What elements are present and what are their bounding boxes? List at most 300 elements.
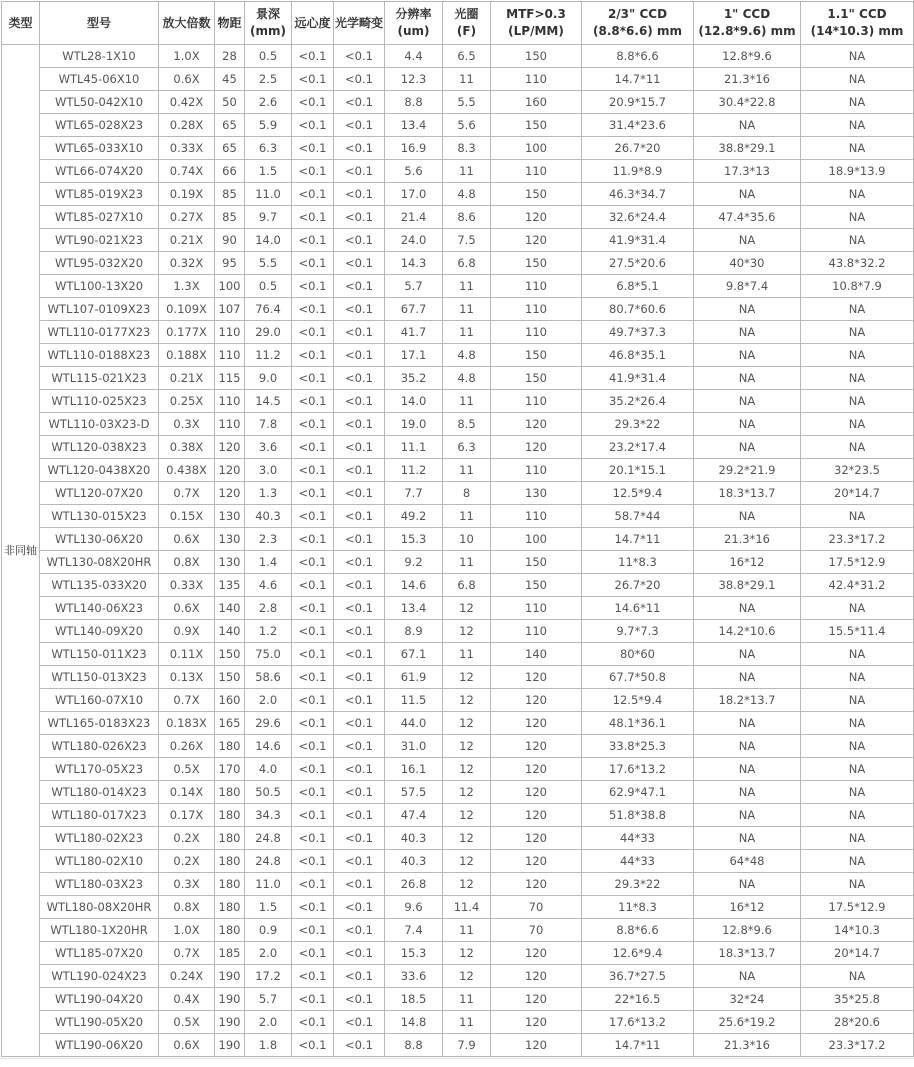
cell-ccd-1-1: 43.8*32.2 — [801, 252, 914, 275]
cell-model: WTL110-025X23 — [40, 390, 159, 413]
cell-depth-of-field: 2.6 — [245, 91, 292, 114]
cell-ccd-2-3: 32.6*24.4 — [582, 206, 694, 229]
cell-model: WTL150-011X23 — [40, 643, 159, 666]
cell-magnification: 0.9X — [159, 620, 215, 643]
table-row — [2, 873, 914, 896]
cell-aperture: 12 — [443, 620, 491, 643]
header-magnification: 放大倍数 — [159, 2, 215, 45]
cell-ccd-1: 25.6*19.2 — [694, 1011, 801, 1034]
cell-object-distance: 190 — [215, 988, 245, 1011]
cell-aperture: 11 — [443, 505, 491, 528]
cell-model: WTL170-05X23 — [40, 758, 159, 781]
cell-depth-of-field: 3.0 — [245, 459, 292, 482]
cell-aperture: 11 — [443, 551, 491, 574]
cell-resolution: 8.8 — [385, 1034, 443, 1057]
cell-magnification: 0.2X — [159, 827, 215, 850]
cell-optical-distortion: <0.1 — [334, 45, 385, 68]
cell-depth-of-field: 14.0 — [245, 229, 292, 252]
cell-model: WTL190-04X20 — [40, 988, 159, 1011]
cell-telecentricity: <0.1 — [292, 620, 334, 643]
cell-model: WTL120-07X20 — [40, 482, 159, 505]
cell-resolution: 13.4 — [385, 114, 443, 137]
cell-model: WTL180-02X10 — [40, 850, 159, 873]
cell-ccd-1-1: 14*10.3 — [801, 919, 914, 942]
cell-magnification: 0.2X — [159, 850, 215, 873]
cell-ccd-2-3: 44*33 — [582, 827, 694, 850]
cell-ccd-2-3: 20.9*15.7 — [582, 91, 694, 114]
cell-object-distance: 190 — [215, 1034, 245, 1057]
cell-telecentricity: <0.1 — [292, 873, 334, 896]
cell-model: WTL110-0177X23 — [40, 321, 159, 344]
cell-ccd-1-1: 18.9*13.9 — [801, 160, 914, 183]
cell-optical-distortion: <0.1 — [334, 1011, 385, 1034]
cell-magnification: 0.7X — [159, 482, 215, 505]
table-row — [2, 528, 914, 551]
cell-resolution: 40.3 — [385, 850, 443, 873]
cell-model: WTL190-024X23 — [40, 965, 159, 988]
cell-telecentricity: <0.1 — [292, 390, 334, 413]
cell-object-distance: 180 — [215, 873, 245, 896]
cell-resolution: 35.2 — [385, 367, 443, 390]
cell-object-distance: 150 — [215, 643, 245, 666]
cell-magnification: 0.21X — [159, 367, 215, 390]
table-row — [2, 482, 914, 505]
cell-depth-of-field: 2.0 — [245, 689, 292, 712]
cell-optical-distortion: <0.1 — [334, 1034, 385, 1057]
cell-ccd-1: 16*12 — [694, 551, 801, 574]
cell-aperture: 8.6 — [443, 206, 491, 229]
cell-ccd-2-3: 44*33 — [582, 850, 694, 873]
header-ccd-1-1: 1.1" CCD (14*10.3) mm — [801, 2, 914, 45]
cell-model: WTL90-021X23 — [40, 229, 159, 252]
cell-ccd-2-3: 27.5*20.6 — [582, 252, 694, 275]
header-resolution: 分辨率 (um) — [385, 2, 443, 45]
cell-depth-of-field: 4.6 — [245, 574, 292, 597]
cell-model: WTL65-033X10 — [40, 137, 159, 160]
cell-depth-of-field: 3.6 — [245, 436, 292, 459]
cell-ccd-2-3: 8.8*6.6 — [582, 919, 694, 942]
cell-mtf: 150 — [491, 45, 582, 68]
cell-aperture: 11 — [443, 160, 491, 183]
table-row — [2, 551, 914, 574]
cell-model: WTL140-06X23 — [40, 597, 159, 620]
cell-ccd-2-3: 51.8*38.8 — [582, 804, 694, 827]
cell-ccd-1-1: 15.5*11.4 — [801, 620, 914, 643]
cell-optical-distortion: <0.1 — [334, 758, 385, 781]
cell-optical-distortion: <0.1 — [334, 666, 385, 689]
cell-ccd-1-1: NA — [801, 505, 914, 528]
cell-depth-of-field: 5.7 — [245, 988, 292, 1011]
cell-telecentricity: <0.1 — [292, 160, 334, 183]
cell-optical-distortion: <0.1 — [334, 183, 385, 206]
cell-magnification: 0.8X — [159, 551, 215, 574]
cell-model: WTL180-1X20HR — [40, 919, 159, 942]
cell-resolution: 12.3 — [385, 68, 443, 91]
cell-ccd-1-1: NA — [801, 597, 914, 620]
cell-magnification: 0.3X — [159, 873, 215, 896]
cell-optical-distortion: <0.1 — [334, 68, 385, 91]
cell-mtf: 110 — [491, 505, 582, 528]
cell-resolution: 9.2 — [385, 551, 443, 574]
cell-object-distance: 65 — [215, 137, 245, 160]
table-row — [2, 758, 914, 781]
cell-object-distance: 180 — [215, 781, 245, 804]
cell-resolution: 19.0 — [385, 413, 443, 436]
cell-object-distance: 190 — [215, 1011, 245, 1034]
cell-model: WTL140-09X20 — [40, 620, 159, 643]
cell-ccd-1-1: 20*14.7 — [801, 942, 914, 965]
cell-ccd-2-3: 23.2*17.4 — [582, 436, 694, 459]
cell-object-distance: 107 — [215, 298, 245, 321]
cell-depth-of-field: 11.0 — [245, 183, 292, 206]
cell-aperture: 11 — [443, 390, 491, 413]
cell-magnification: 0.6X — [159, 528, 215, 551]
cell-mtf: 120 — [491, 758, 582, 781]
cell-depth-of-field: 1.2 — [245, 620, 292, 643]
cell-aperture: 6.5 — [443, 45, 491, 68]
cell-mtf: 120 — [491, 666, 582, 689]
cell-resolution: 14.8 — [385, 1011, 443, 1034]
cell-depth-of-field: 0.5 — [245, 45, 292, 68]
cell-depth-of-field: 9.0 — [245, 367, 292, 390]
cell-aperture: 11 — [443, 321, 491, 344]
cell-ccd-1-1: NA — [801, 183, 914, 206]
table-row — [2, 206, 914, 229]
cell-depth-of-field: 5.9 — [245, 114, 292, 137]
cell-model: WTL185-07X20 — [40, 942, 159, 965]
cell-mtf: 110 — [491, 68, 582, 91]
cell-resolution: 17.1 — [385, 344, 443, 367]
cell-ccd-2-3: 20.1*15.1 — [582, 459, 694, 482]
cell-optical-distortion: <0.1 — [334, 252, 385, 275]
cell-telecentricity: <0.1 — [292, 367, 334, 390]
cell-mtf: 120 — [491, 1011, 582, 1034]
cell-object-distance: 170 — [215, 758, 245, 781]
cell-resolution: 5.6 — [385, 160, 443, 183]
cell-optical-distortion: <0.1 — [334, 229, 385, 252]
cell-mtf: 120 — [491, 850, 582, 873]
cell-mtf: 110 — [491, 275, 582, 298]
cell-aperture: 11 — [443, 988, 491, 1011]
cell-aperture: 6.3 — [443, 436, 491, 459]
table-row — [2, 712, 914, 735]
cell-model: WTL180-017X23 — [40, 804, 159, 827]
cell-magnification: 0.4X — [159, 988, 215, 1011]
cell-resolution: 24.0 — [385, 229, 443, 252]
cell-telecentricity: <0.1 — [292, 137, 334, 160]
cell-depth-of-field: 58.6 — [245, 666, 292, 689]
cell-depth-of-field: 29.0 — [245, 321, 292, 344]
header-telecentricity: 远心度 — [292, 2, 334, 45]
cell-optical-distortion: <0.1 — [334, 206, 385, 229]
cell-magnification: 0.38X — [159, 436, 215, 459]
cell-mtf: 120 — [491, 735, 582, 758]
cell-depth-of-field: 24.8 — [245, 827, 292, 850]
cell-magnification: 0.6X — [159, 68, 215, 91]
cell-ccd-2-3: 46.3*34.7 — [582, 183, 694, 206]
cell-model: WTL120-0438X20 — [40, 459, 159, 482]
cell-magnification: 0.27X — [159, 206, 215, 229]
cell-magnification: 0.438X — [159, 459, 215, 482]
table-row — [2, 413, 914, 436]
header-ccd-2-3: 2/3" CCD (8.8*6.6) mm — [582, 2, 694, 45]
cell-ccd-1-1: NA — [801, 413, 914, 436]
cell-telecentricity: <0.1 — [292, 275, 334, 298]
header-type: 类型 — [2, 2, 40, 45]
cell-aperture: 7.9 — [443, 1034, 491, 1057]
cell-ccd-1-1: NA — [801, 114, 914, 137]
cell-mtf: 120 — [491, 689, 582, 712]
cell-optical-distortion: <0.1 — [334, 735, 385, 758]
cell-ccd-1-1: NA — [801, 390, 914, 413]
cell-telecentricity: <0.1 — [292, 344, 334, 367]
cell-object-distance: 115 — [215, 367, 245, 390]
cell-ccd-1-1: NA — [801, 229, 914, 252]
cell-model: WTL120-038X23 — [40, 436, 159, 459]
cell-ccd-1: NA — [694, 114, 801, 137]
table-row — [2, 160, 914, 183]
header-ccd-1: 1" CCD (12.8*9.6) mm — [694, 2, 801, 45]
table-row — [2, 229, 914, 252]
table-row — [2, 896, 914, 919]
table-row — [2, 827, 914, 850]
cell-ccd-2-3: 11*8.3 — [582, 896, 694, 919]
cell-resolution: 41.7 — [385, 321, 443, 344]
cell-resolution: 8.8 — [385, 91, 443, 114]
cell-ccd-1: NA — [694, 666, 801, 689]
cell-object-distance: 180 — [215, 850, 245, 873]
cell-ccd-2-3: 12.6*9.4 — [582, 942, 694, 965]
cell-ccd-1: NA — [694, 183, 801, 206]
cell-aperture: 12 — [443, 804, 491, 827]
cell-depth-of-field: 24.8 — [245, 850, 292, 873]
cell-telecentricity: <0.1 — [292, 689, 334, 712]
cell-ccd-1: NA — [694, 367, 801, 390]
cell-resolution: 15.3 — [385, 528, 443, 551]
cell-telecentricity: <0.1 — [292, 45, 334, 68]
cell-depth-of-field: 0.9 — [245, 919, 292, 942]
cell-aperture: 12 — [443, 827, 491, 850]
cell-resolution: 31.0 — [385, 735, 443, 758]
cell-telecentricity: <0.1 — [292, 1011, 334, 1034]
cell-ccd-1-1: NA — [801, 735, 914, 758]
table-row — [2, 850, 914, 873]
cell-aperture: 4.8 — [443, 367, 491, 390]
cell-telecentricity: <0.1 — [292, 643, 334, 666]
cell-aperture: 8.5 — [443, 413, 491, 436]
cell-magnification: 0.21X — [159, 229, 215, 252]
cell-mtf: 100 — [491, 137, 582, 160]
cell-model: WTL107-0109X23 — [40, 298, 159, 321]
cell-mtf: 120 — [491, 781, 582, 804]
table-row — [2, 689, 914, 712]
cell-mtf: 70 — [491, 919, 582, 942]
table-row — [2, 597, 914, 620]
header-optical-distortion: 光学畸变 — [334, 2, 385, 45]
cell-aperture: 12 — [443, 735, 491, 758]
cell-telecentricity: <0.1 — [292, 988, 334, 1011]
cell-depth-of-field: 29.6 — [245, 712, 292, 735]
cell-aperture: 8.3 — [443, 137, 491, 160]
cell-ccd-2-3: 80.7*60.6 — [582, 298, 694, 321]
cell-magnification: 0.109X — [159, 298, 215, 321]
cell-depth-of-field: 40.3 — [245, 505, 292, 528]
cell-ccd-1: NA — [694, 436, 801, 459]
cell-mtf: 150 — [491, 114, 582, 137]
cell-ccd-2-3: 14.7*11 — [582, 1034, 694, 1057]
cell-ccd-2-3: 11.9*8.9 — [582, 160, 694, 183]
cell-ccd-2-3: 22*16.5 — [582, 988, 694, 1011]
cell-aperture: 12 — [443, 873, 491, 896]
cell-magnification: 0.15X — [159, 505, 215, 528]
cell-ccd-1: NA — [694, 735, 801, 758]
header-mtf: MTF>0.3 (LP/MM) — [491, 2, 582, 45]
cell-ccd-2-3: 29.3*22 — [582, 413, 694, 436]
cell-resolution: 16.9 — [385, 137, 443, 160]
cell-aperture: 12 — [443, 942, 491, 965]
cell-ccd-1-1: NA — [801, 850, 914, 873]
cell-ccd-1-1: 17.5*12.9 — [801, 896, 914, 919]
cell-model: WTL65-028X23 — [40, 114, 159, 137]
cell-optical-distortion: <0.1 — [334, 919, 385, 942]
cell-aperture: 12 — [443, 850, 491, 873]
cell-model: WTL180-014X23 — [40, 781, 159, 804]
cell-mtf: 140 — [491, 643, 582, 666]
cell-ccd-2-3: 12.5*9.4 — [582, 482, 694, 505]
cell-optical-distortion: <0.1 — [334, 942, 385, 965]
cell-optical-distortion: <0.1 — [334, 436, 385, 459]
cell-telecentricity: <0.1 — [292, 551, 334, 574]
cell-object-distance: 140 — [215, 620, 245, 643]
cell-resolution: 61.9 — [385, 666, 443, 689]
header-model: 型号 — [40, 2, 159, 45]
cell-optical-distortion: <0.1 — [334, 91, 385, 114]
cell-aperture: 11 — [443, 1011, 491, 1034]
cell-model: WTL180-03X23 — [40, 873, 159, 896]
cell-magnification: 0.8X — [159, 896, 215, 919]
cell-ccd-2-3: 48.1*36.1 — [582, 712, 694, 735]
cell-mtf: 150 — [491, 252, 582, 275]
cell-mtf: 120 — [491, 873, 582, 896]
cell-ccd-1-1: 20*14.7 — [801, 482, 914, 505]
cell-depth-of-field: 0.5 — [245, 275, 292, 298]
cell-optical-distortion: <0.1 — [334, 712, 385, 735]
cell-aperture: 12 — [443, 597, 491, 620]
cell-ccd-2-3: 26.7*20 — [582, 137, 694, 160]
cell-mtf: 110 — [491, 298, 582, 321]
cell-ccd-1: 38.8*29.1 — [694, 574, 801, 597]
cell-resolution: 14.0 — [385, 390, 443, 413]
cell-magnification: 0.188X — [159, 344, 215, 367]
cell-object-distance: 130 — [215, 528, 245, 551]
cell-ccd-1: NA — [694, 505, 801, 528]
cell-optical-distortion: <0.1 — [334, 597, 385, 620]
table-row — [2, 367, 914, 390]
cell-aperture: 12 — [443, 666, 491, 689]
cell-telecentricity: <0.1 — [292, 91, 334, 114]
cell-optical-distortion: <0.1 — [334, 850, 385, 873]
cell-ccd-2-3: 14.6*11 — [582, 597, 694, 620]
cell-ccd-2-3: 8.8*6.6 — [582, 45, 694, 68]
header-row — [2, 2, 914, 45]
cell-magnification: 0.3X — [159, 413, 215, 436]
cell-depth-of-field: 50.5 — [245, 781, 292, 804]
cell-aperture: 4.8 — [443, 183, 491, 206]
cell-resolution: 33.6 — [385, 965, 443, 988]
cell-ccd-2-3: 58.7*44 — [582, 505, 694, 528]
cell-ccd-2-3: 46.8*35.1 — [582, 344, 694, 367]
cell-telecentricity: <0.1 — [292, 942, 334, 965]
cell-resolution: 67.7 — [385, 298, 443, 321]
cell-ccd-2-3: 26.7*20 — [582, 574, 694, 597]
cell-ccd-1-1: NA — [801, 91, 914, 114]
cell-model: WTL50-042X10 — [40, 91, 159, 114]
cell-model: WTL160-07X10 — [40, 689, 159, 712]
cell-optical-distortion: <0.1 — [334, 689, 385, 712]
cell-depth-of-field: 2.3 — [245, 528, 292, 551]
cell-ccd-2-3: 41.9*31.4 — [582, 367, 694, 390]
cell-optical-distortion: <0.1 — [334, 298, 385, 321]
cell-depth-of-field: 1.5 — [245, 160, 292, 183]
cell-object-distance: 28 — [215, 45, 245, 68]
table-row — [2, 988, 914, 1011]
cell-aperture: 11.4 — [443, 896, 491, 919]
cell-model: WTL130-08X20HR — [40, 551, 159, 574]
table-row — [2, 620, 914, 643]
cell-object-distance: 190 — [215, 965, 245, 988]
cell-aperture: 12 — [443, 781, 491, 804]
cell-mtf: 120 — [491, 436, 582, 459]
cell-aperture: 6.8 — [443, 574, 491, 597]
cell-optical-distortion: <0.1 — [334, 574, 385, 597]
cell-ccd-1-1: NA — [801, 45, 914, 68]
cell-ccd-1-1: NA — [801, 321, 914, 344]
cell-ccd-1: NA — [694, 827, 801, 850]
cell-object-distance: 110 — [215, 390, 245, 413]
cell-model: WTL180-026X23 — [40, 735, 159, 758]
cell-aperture: 12 — [443, 758, 491, 781]
cell-resolution: 44.0 — [385, 712, 443, 735]
cell-magnification: 0.42X — [159, 91, 215, 114]
cell-ccd-1: 40*30 — [694, 252, 801, 275]
cell-ccd-1: 64*48 — [694, 850, 801, 873]
table-row — [2, 114, 914, 137]
cell-model: WTL115-021X23 — [40, 367, 159, 390]
cell-model: WTL190-06X20 — [40, 1034, 159, 1057]
cell-mtf: 120 — [491, 413, 582, 436]
cell-ccd-2-3: 31.4*23.6 — [582, 114, 694, 137]
cell-ccd-1-1: NA — [801, 965, 914, 988]
table-row — [2, 1011, 914, 1034]
cell-object-distance: 120 — [215, 482, 245, 505]
lens-spec-table — [1, 1, 914, 1057]
cell-ccd-1: 18.2*13.7 — [694, 689, 801, 712]
cell-mtf: 130 — [491, 482, 582, 505]
cell-aperture: 12 — [443, 712, 491, 735]
cell-ccd-2-3: 14.7*11 — [582, 528, 694, 551]
table-row — [2, 321, 914, 344]
cell-ccd-1: NA — [694, 873, 801, 896]
cell-aperture: 7.5 — [443, 229, 491, 252]
cell-aperture: 11 — [443, 275, 491, 298]
cell-telecentricity: <0.1 — [292, 505, 334, 528]
cell-optical-distortion: <0.1 — [334, 643, 385, 666]
table-row — [2, 505, 914, 528]
cell-object-distance: 95 — [215, 252, 245, 275]
cell-model: WTL180-02X23 — [40, 827, 159, 850]
cell-model: WTL190-05X20 — [40, 1011, 159, 1034]
cell-telecentricity: <0.1 — [292, 298, 334, 321]
